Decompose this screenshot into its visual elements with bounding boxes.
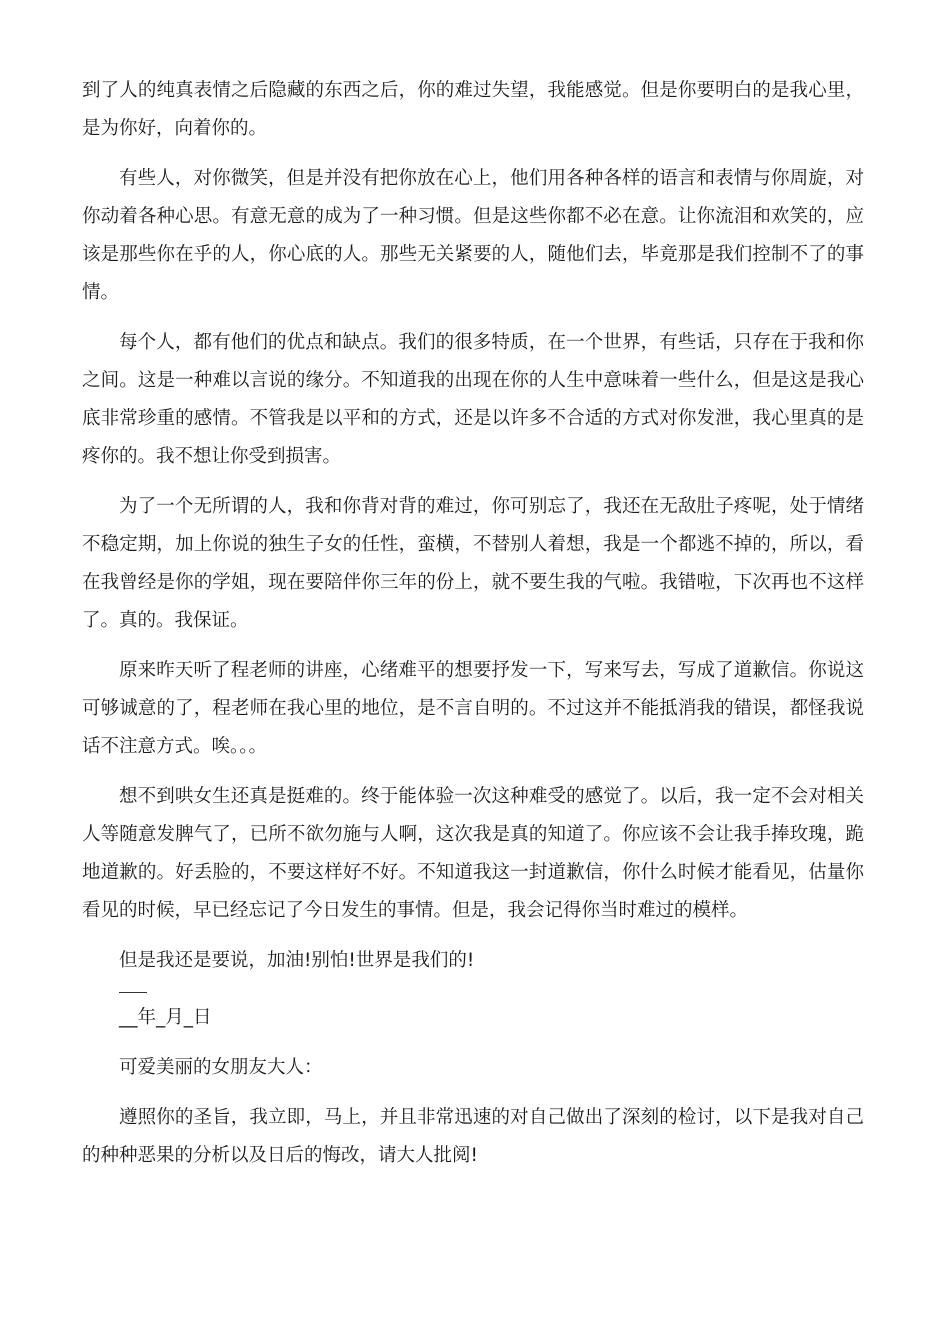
signature-blank-line: [119, 992, 147, 993]
paragraph-2: 有些人，对你微笑，但是并没有把你放在心上，他们用各种各样的语言和表情与你周旋，对你动着各种心思。有意无意的成为了一种习惯。但是这些你都不必在意。让你流泪和欢笑的，应该是那些你在乎的人，你心底的人。那些无关紧要的人，随他们去，毕竟那是我们控制不了的事情。: [82, 168, 864, 303]
paragraph-4: 为了一个无所谓的人，我和你背对背的难过，你可别忘了，我还在无敌肚子疼呢，处于情绪不稳定期，加上你说的独生子女的任性，蛮横，不替别人着想，我是一个都逃不掉的，所以，看在我曾经是你的学姐，现在要陪伴你三年的份上，就不要生我的气啦。我错啦，下次再也不这样了。真的。我保证。: [82, 496, 864, 631]
document-page: [82, 72, 864, 1187]
paragraph-6: 想不到哄女生还真是挺难的。终于能体验一次这种难受的感觉了。以后，我一定不会对相关人等随意发脾气了，已所不欲勿施与人啊，这次我是真的知道了。你应该不会让我手捧玫瑰，跪地道歉的。好丢脸的，不要这样好不好。不知道我这一封道歉信，你什么时候才能看见，估量你看见的时候，早已经忘记了今日发生的事情。但是，我会记得你当时难过的模样。: [82, 786, 864, 921]
salutation: 可爱美丽的女朋友大人：: [119, 1057, 323, 1078]
paragraph-7: 但是我还是要说，加油!别怕!世界是我们的!: [119, 950, 475, 971]
closing-paragraph: 遵照你的圣旨，我立即，马上，并且非常迅速的对自己做出了深刻的检讨，以下是我对自己的种种恶果的分析以及日后的悔改，请大人批阅!: [82, 1107, 864, 1166]
paragraph-3: 每个人，都有他们的优点和缺点。我们的很多特质，在一个世界，有些话，只存在于我和你之间。这是一种难以言说的缘分。不知道我的出现在你的人生中意味着一些什么，但是这是我心底非常珍重的感情。不管我是以平和的方式，还是以许多不合适的方式对你发泄，我心里真的是疼你的。我不想让你受到损害。: [82, 332, 864, 467]
date-line: __年_月_日: [119, 1007, 212, 1028]
paragraph-5: 原来昨天听了程老师的讲座，心绪难平的想要抒发一下，写来写去，写成了道歉信。你说这可够诚意的了，程老师在我心里的地位，是不言自明的。不过这并不能抵消我的错误，都怪我说话不注意方式。唉。。。: [82, 660, 864, 757]
paragraph-1: 到了人的纯真表情之后隐藏的东西之后，你的难过失望，我能感觉。但是你要明白的是我心里，是为你好，向着你的。: [82, 80, 864, 139]
